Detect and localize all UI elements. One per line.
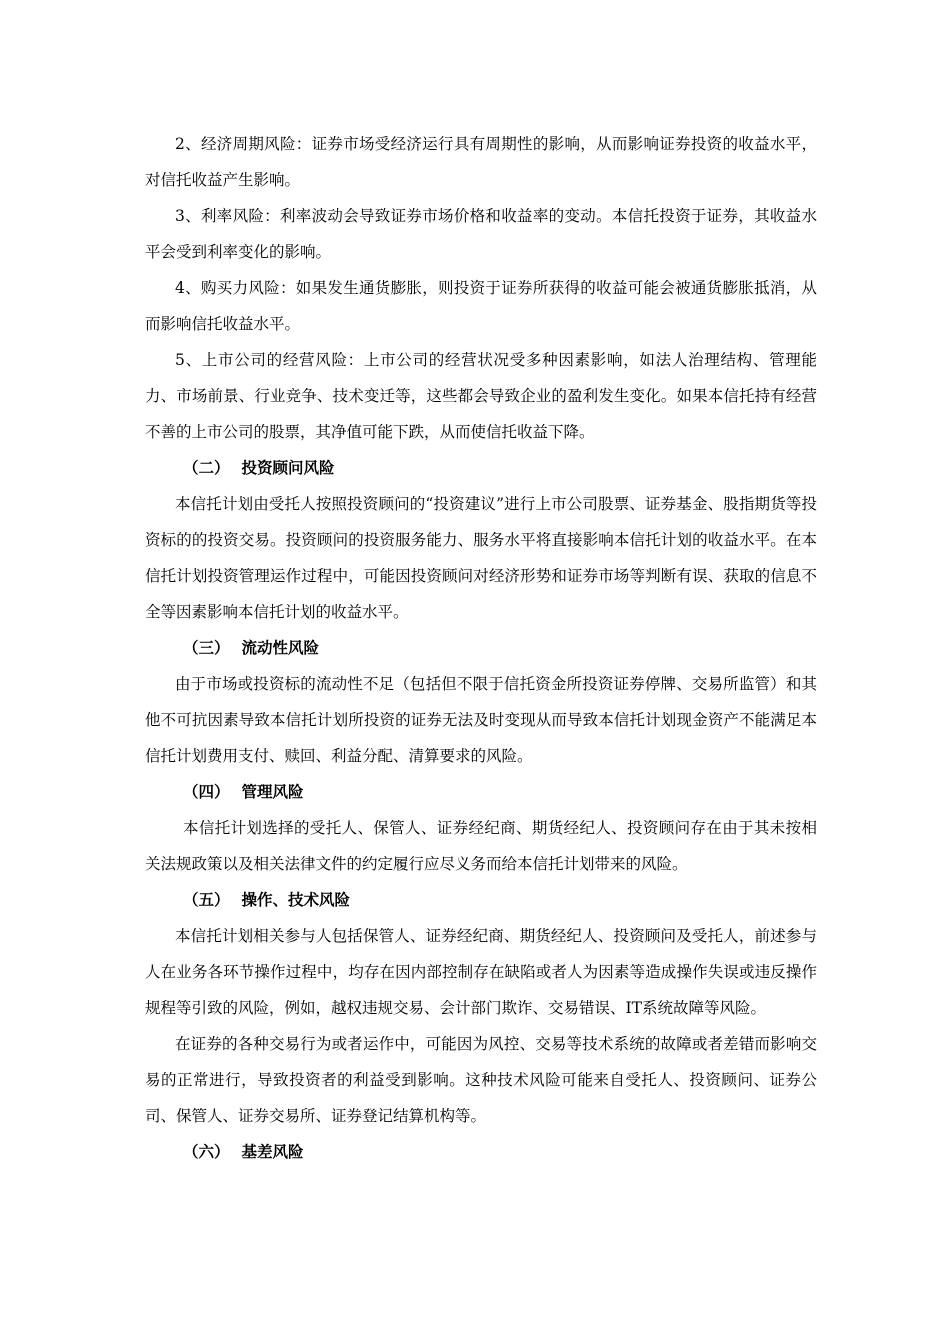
section-number: （四） — [183, 782, 230, 801]
section-title: 操作、技术风险 — [241, 890, 351, 909]
paragraph-interest-rate-risk: 3、利率风险：利率波动会导致证券市场价格和收益率的变动。本信托投资于证券，其收益水平会受到利率变化的影响。 — [145, 207, 817, 261]
section-heading-basis-risk — [145, 1134, 817, 1170]
paragraph-management-risk: 本信托计划选择的受托人、保管人、证券经纪商、期货经纪人、投资顾问存在由于其未按相关法规政策以及相关法律文件的约定履行应尽义务而给本信托计划带来的风险。 — [145, 819, 817, 873]
paragraph-technical-risk: 在证券的各种交易行为或者运作中，可能因为风控、交易等技术系统的故障或者差错而影响交易的正常进行，导致投资者的利益受到影响。这种技术风险可能来自受托人、投资顾问、证券公司、保管人、证券交易所、证券登记结算机构等。 — [145, 1035, 817, 1125]
paragraph-economic-cycle-risk: 2、经济周期风险：证券市场受经济运行具有周期性的影响，从而影响证券投资的收益水平，对信托收益产生影响。 — [145, 135, 817, 189]
paragraph-purchasing-power-risk: 4、购买力风险：如果发生通货膨胀，则投资于证券所获得的收益可能会被通货膨胀抵消，从而影响信托收益水平。 — [145, 279, 817, 333]
section-heading-investment-advisor-risk — [145, 450, 817, 486]
section-heading-management-risk — [145, 774, 817, 810]
section-title: 基差风险 — [241, 1142, 304, 1161]
paragraph-liquidity-risk: 由于市场或投资标的流动性不足（包括但不限于信托资金所投资证券停牌、交易所监管）和其他不可抗因素导致本信托计划所投资的证券无法及时变现从而导致本信托计划现金资产不能满足本信托计划费用支付、赎回、利益分配、清算要求的风险。 — [145, 675, 817, 765]
paragraph-operation-risk: 本信托计划相关参与人包括保管人、证券经纪商、期货经纪人、投资顾问及受托人，前述参与人在业务各环节操作过程中，均存在因内部控制存在缺陷或者人为因素等造成操作失误或违反操作规程等引致的风险，例如，越权违规交易、会计部门欺诈、交易错误、IT系统故障等风险。 — [145, 927, 817, 1017]
section-title: 流动性风险 — [241, 638, 320, 657]
section-heading-operation-technical-risk — [145, 882, 817, 918]
section-title: 投资顾问风险 — [241, 458, 335, 477]
section-heading-liquidity-risk — [145, 630, 817, 666]
paragraph-listed-company-risk: 5、上市公司的经营风险：上市公司的经营状况受多种因素影响，如法人治理结构、管理能力、市场前景、行业竞争、技术变迁等，这些都会导致企业的盈利发生变化。如果本信托持有经营不善的上市公司的股票，其净值可能下跌，从而使信托收益下降。 — [145, 351, 817, 441]
section-number: （六） — [183, 1142, 230, 1161]
paragraph-investment-advisor-risk: 本信托计划由受托人按照投资顾问的“投资建议”进行上市公司股票、证券基金、股指期货等投资标的的投资交易。投资顾问的投资服务能力、服务水平将直接影响本信托计划的收益水平。在本信托计划投资管理运作过程中，可能因投资顾问对经济形势和证券市场等判断有误、获取的信息不全等因素影响本信托计划的收益水平。 — [145, 495, 817, 621]
section-number: （五） — [183, 890, 230, 909]
section-number: （三） — [183, 638, 230, 657]
section-title: 管理风险 — [241, 782, 304, 801]
document-page — [145, 126, 817, 1170]
section-number: （二） — [183, 458, 230, 477]
